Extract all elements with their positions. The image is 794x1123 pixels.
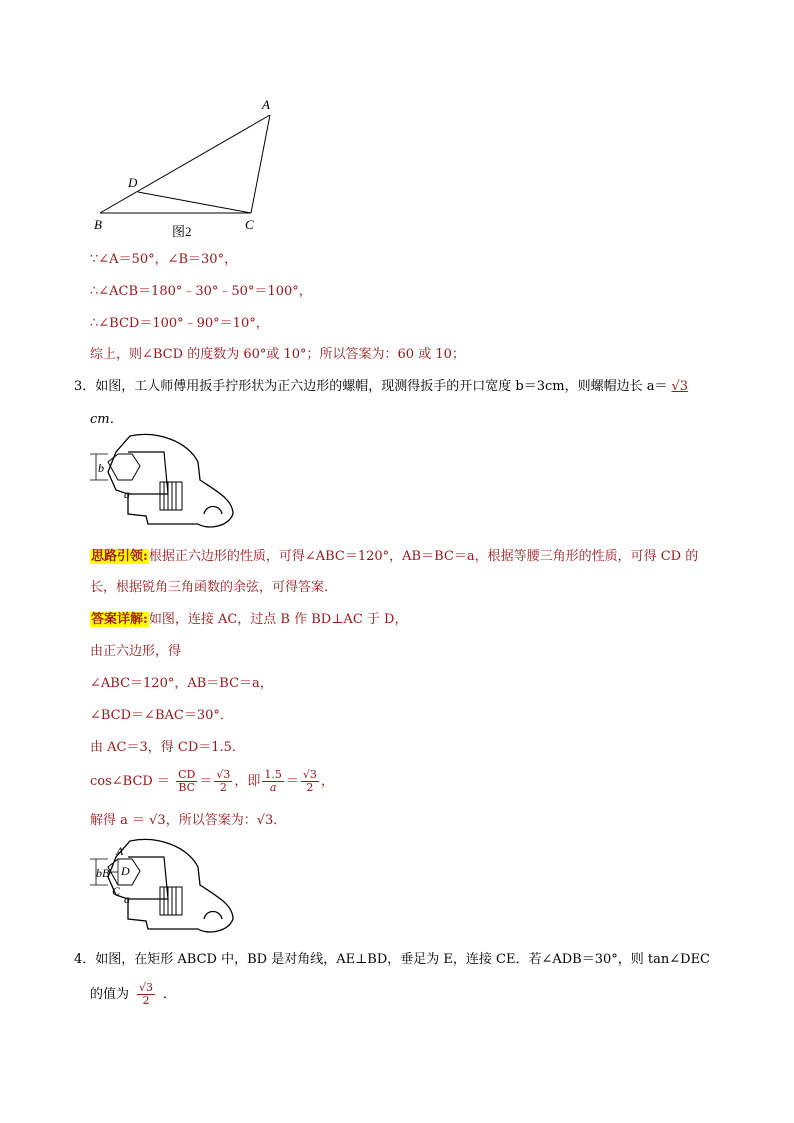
vertex-label-d: D: [128, 175, 138, 190]
answer-blank: [129, 981, 163, 1007]
label-a-2: a: [124, 892, 130, 906]
step-6: 解得 a ＝ √3，所以答案为：√3．: [90, 813, 287, 828]
answer-fraction: $\frac{√3}{2}$: [139, 981, 154, 1007]
fraction-sqrt3-2-b: $\frac{√3}{2}$: [302, 768, 317, 794]
side-ac: [251, 115, 270, 213]
label-C-2: C: [112, 884, 121, 898]
wrench-figure: [88, 432, 238, 532]
fraction-1-5-a: $\frac{1.5}{a}$: [264, 768, 282, 794]
worm-gear: [160, 482, 182, 510]
question-3-text: [74, 377, 692, 397]
segment-dc: [138, 192, 251, 213]
question-number: 4．: [74, 952, 96, 967]
vertex-label-c: C: [245, 217, 254, 232]
cos-equation: cos∠BCD ＝ $\frac{CD}{BC}$ ＝ $\frac{√3}{2}$ ，即 $\frac{1.5}{a}$ ＝ $\frac{√3}{2}$ ，: [90, 768, 334, 794]
question-number: 3．: [74, 379, 96, 394]
hexagon-nut: [108, 454, 140, 480]
hint-text-2: 长，根据锐角三角函数的余弦，可得答案．: [90, 580, 338, 595]
answer-prefix: 的值为: [90, 987, 130, 1002]
wrench-hole: [204, 507, 222, 515]
step-3: ∠BCD＝∠BAC＝30°．: [90, 708, 233, 723]
wrench-jaw: [128, 452, 168, 494]
label-D-2: D: [121, 864, 130, 878]
step-4: 由 AC＝3，得 CD＝1.5．: [90, 740, 245, 755]
label-b: b: [98, 461, 104, 475]
wrench-outline-2: [108, 839, 233, 932]
wrench-jaw-2: [128, 857, 168, 899]
figure-caption: 图2: [172, 224, 192, 239]
question-4-text: [74, 950, 710, 970]
answer-suffix: ．: [163, 987, 177, 1002]
question-body: 如图，工人师傅用扳手拧形状为正六边形的螺帽，现测得扳手的开口宽度 b＝3cm，则螺帽边长 a＝: [95, 379, 668, 394]
detail-tag: 答案详解:: [91, 612, 148, 627]
wrench-outline: [108, 434, 233, 527]
wrench-hole-2: [204, 912, 222, 920]
worm-gear-2: [160, 887, 182, 915]
solution-summary: 综上，则∠BCD 的度数为 60°或 10°；所以答案为：60 或 10；: [90, 347, 465, 362]
step-1: 由正六边形，得: [90, 644, 182, 659]
side-ba: [100, 115, 270, 213]
hint-paragraph: [90, 547, 698, 567]
triangle-figure: [88, 95, 278, 240]
label-a: a: [124, 487, 130, 501]
step-2: ∠ABC＝120°，AB＝BC＝a，: [90, 676, 273, 691]
cos-prefix: cos∠BCD ＝: [90, 774, 170, 789]
detail-text: 如图，连接 AC，过点 B 作 BD⊥AC 于 D，: [148, 612, 408, 627]
label-B-2: B: [102, 866, 110, 880]
vertex-label-b: B: [94, 217, 102, 232]
label-A-2: A: [116, 844, 124, 858]
vertex-label-a: A: [262, 97, 270, 112]
hint-text: 根据正六边形的性质，可得∠ABC＝120°，AB＝BC＝a，根据等腰三角形的性质，可得 CD 的: [148, 549, 699, 564]
label-b-2: b: [96, 866, 102, 880]
question-4-answer-line: [90, 980, 176, 1010]
wrench-figure-2: [88, 837, 238, 937]
solution-line-3: ∴∠BCD＝100°﹣90°＝10°，: [90, 316, 269, 331]
fraction-cd-bc: $\frac{CD}{BC}$: [178, 768, 196, 794]
solution-line-1: ∵∠A＝50°，∠B＝30°，: [90, 252, 238, 267]
solution-line-2: ∴∠ACB＝180°﹣30°﹣50°＝100°，: [90, 284, 312, 299]
detail-paragraph: [90, 610, 407, 630]
fraction-sqrt3-2: $\frac{√3}{2}$: [216, 768, 231, 794]
question-body: 如图，在矩形 ABCD 中，BD 是对角线，AE⊥BD，垂足为 E，连接 CE．若∠ADB＝30°，则 tan∠DEC: [95, 952, 711, 967]
answer-blank: √3: [671, 379, 689, 394]
question-3-unit: cm．: [90, 412, 123, 427]
hint-tag: 思路引领:: [91, 549, 148, 564]
